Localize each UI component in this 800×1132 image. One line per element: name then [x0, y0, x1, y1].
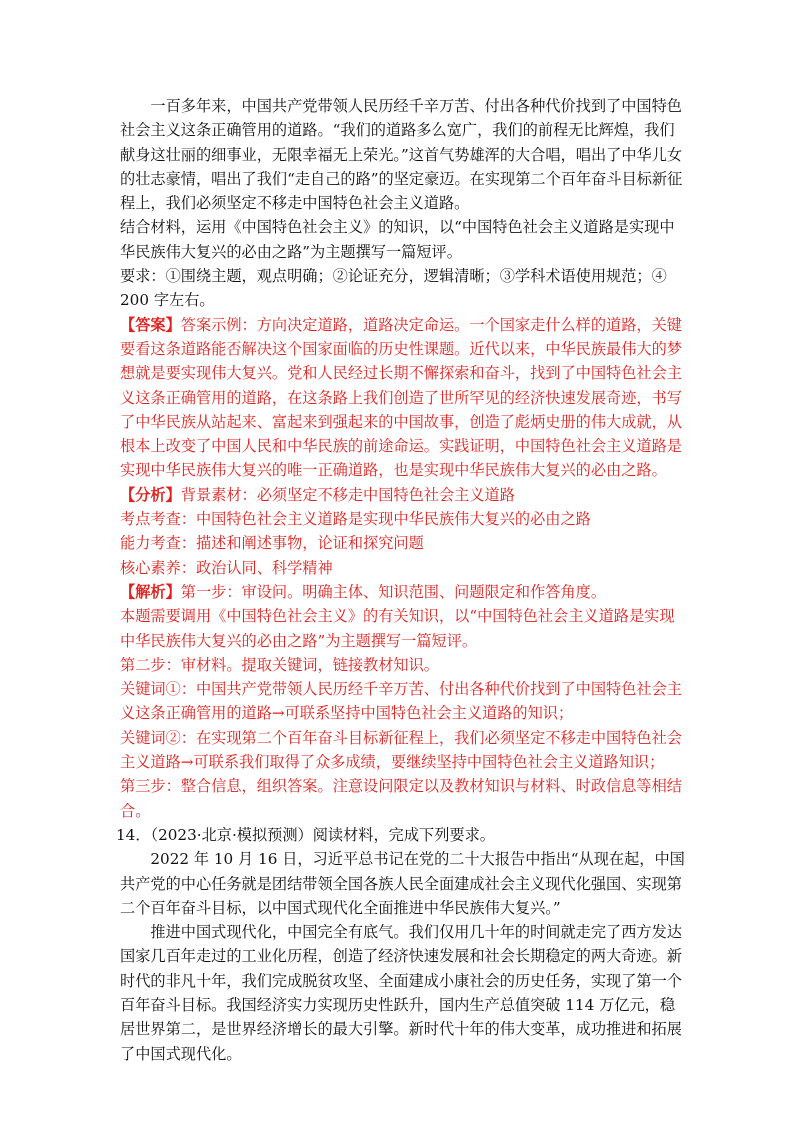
explanation-step1-detail: 本题需要调用《中国特色社会主义》的有关知识，以“中国特色社会主义道路是实现中华民族伟大复兴的必由之路”为主题撰写一篇短评。: [120, 607, 675, 650]
analysis-suyang: 核心素养：政治认同、科学精神: [120, 558, 333, 577]
question-14-paragraph-2: 推进中国式现代化，中国完全有底气。我们仅用几十年的时间就走完了西方发达国家几百年走过的工业化历程，创造了经济快速发展和社会长期稳定的两大奇迹。新时代的非凡十年，我们完成脱贫攻坚、全面建成小康社会的历史任务，实现了第一个百年奋斗目标。我国经济实力实现历史性跃升，国内生产总值突破 114 万亿元，稳居世界第二，是世界经济增长的最大引擎。新时代十年的伟大变革，成功推进和拓展了中国式现代化。: [120, 923, 682, 1063]
analysis-background-text: 背景素材：必须坚定不移走中国特色社会主义道路: [180, 485, 515, 504]
analysis-nengli: 能力考查：描述和阐述事物，论证和探究问题: [120, 534, 424, 553]
question-14-header: 14．（2023·北京·模拟预测）阅读材料，完成下列要求。: [116, 825, 495, 844]
analysis-background: [120, 483, 685, 507]
explanation-step1: [120, 580, 685, 604]
explanation-step2: 第二步：审材料。提取关键词，链接教材知识。: [120, 655, 439, 674]
material-paragraph: 一百多年来，中国共产党带领人民历经千辛万苦、付出各种代价找到了中国特色社会主义这条正确管用的道路。“我们的道路多么宽广，我们的前程无比辉煌，我们献身这壮丽的细事业，无限幸福无上荣光。”这首气势雄浑的大合唱，唱出了中华儿女的壮志豪情，唱出了我们“走自己的路”的坚定豪迈。在实现第二个百年奋斗目标新征程上，我们必须坚定不移走中国特色社会主义道路。: [120, 97, 683, 213]
task-statement: 结合材料，运用《中国特色社会主义》的知识，以“中国特色社会主义道路是实现中华民族伟大复兴的必由之路”为主题撰写一篇短评。: [120, 218, 675, 261]
question-14-paragraph-1: 2022 年 10 月 16 日，习近平总书记在党的二十大报告中指出“从现在起，中国共产党的中心任务就是团结带领全国各族人民全面建成社会主义现代化强国、实现第二个百年奋斗目标，以中国式现代化全面推进中华民族伟大复兴。”: [120, 850, 685, 917]
answer-text: 答案示例：方向决定道路，道路决定命运。一个国家走什么样的道路，关键要看这条道路能否解决这个国家面临的历史性课题。近代以来，中华民族最伟大的梦想就是要实现伟大复兴。党和人民经过长期不懈探索和奋斗，找到了中国特色社会主义这条正确管用的道路，在这条路上我们创造了世所罕见的经济快速发展奇迹，书写了中华民族从站起来、富起来到强起来的中国故事，创造了彪炳史册的伟大成就，从根本上改变了中国人民和中华民族的前途命运。实践证明，中国特色社会主义道路是实现中华民族伟大复兴的唯一正确道路，也是实现中华民族伟大复兴的必由之路。: [120, 315, 682, 480]
answer-block: [120, 313, 685, 483]
explanation-step1-text: 第一步：审设问。明确主体、知识范围、问题限定和作答角度。: [180, 582, 606, 601]
explanation-step3: 第三步：整合信息，组织答案。注意设问限定以及教材知识与材料、时政信息等相结合。: [120, 777, 682, 820]
explanation-keyword2: 关键词②：在实现第二个百年奋斗目标新征程上，我们必须坚定不移走中国特色社会主义道路→可联系我们取得了众多成绩，要继续坚持中国特色社会主义道路知识；: [120, 728, 682, 772]
analysis-tag: 【分析】: [120, 485, 181, 504]
analysis-kaodian: 考点考查：中国特色社会主义道路是实现中华民族伟大复兴的必由之路: [120, 510, 591, 529]
answer-tag: 【答案】: [120, 315, 181, 334]
explanation-tag: 【解析】: [120, 582, 181, 601]
explanation-keyword1: 关键词①：中国共产党带领人民历经千辛万苦、付出各种代价找到了中国特色社会主义这条正确管用的道路→可联系坚持中国特色社会主义道路的知识；: [120, 680, 682, 723]
requirements: 要求：①围绕主题，观点明确；②论证充分，逻辑清晰；③学科术语使用规范；④ 200 字左右。: [120, 267, 667, 310]
document-page: [116, 94, 685, 1066]
